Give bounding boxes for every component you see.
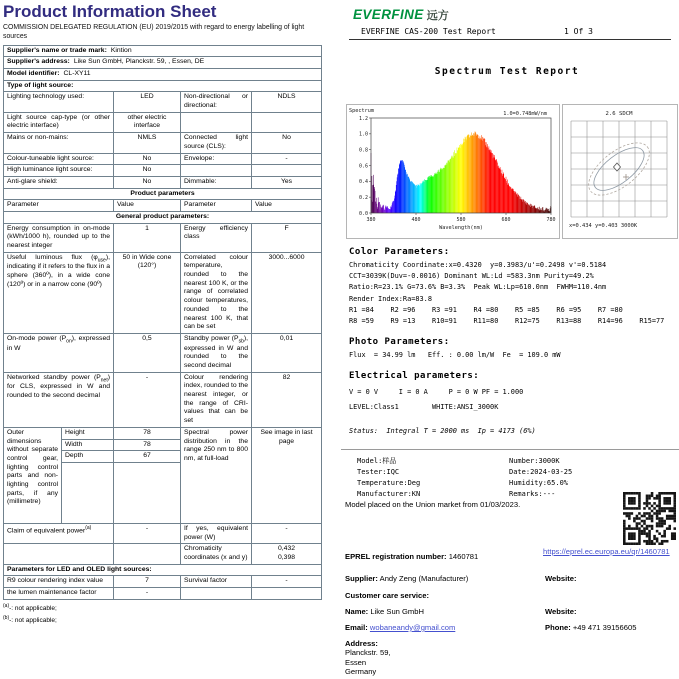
qr-svg	[623, 492, 676, 545]
table-cell: Connected light source (CLS):	[181, 133, 252, 153]
table-cell: F	[252, 223, 322, 252]
eprel-link[interactable]: https://eprel.ec.europa.eu/qr/1460781	[543, 547, 670, 556]
table-cell: 78	[114, 439, 181, 451]
table-cell: Outer dimensions without separate control gear, lighting control parts and non-lighting control parts, if any (millimetre)	[4, 427, 62, 523]
text-line: Date:2024-03-25	[509, 467, 573, 476]
report-header	[349, 27, 671, 40]
table-cell: 0,01	[252, 333, 322, 372]
svg-text:1.2: 1.2	[358, 115, 368, 122]
table-cell: 3000...6000	[252, 252, 322, 333]
text-line: Manufacturer:KN	[357, 489, 421, 498]
qr-code	[623, 492, 676, 545]
table-cell: the lumen maintenance factor	[4, 588, 114, 600]
table-cell	[252, 112, 322, 132]
table-cell: -	[114, 588, 181, 600]
table-cell: Product parameters	[4, 188, 322, 200]
svg-text:680: 680	[501, 217, 511, 223]
name-label: Name:	[345, 607, 369, 616]
text-line: Tester:IQC	[357, 467, 400, 476]
section-divider	[341, 449, 679, 450]
table-cell: Chromaticity coordinates (x and y)	[181, 544, 252, 564]
eprel-label: EPREL registration number:	[345, 552, 447, 561]
text-line: Number:3000K	[509, 457, 560, 465]
report-header-title: EVERFINE CAS-200 Test Report	[361, 27, 496, 36]
spectrum-test-report	[341, 0, 679, 679]
phone-value: +49 471 39156605	[572, 623, 637, 632]
svg-text:0.2: 0.2	[358, 194, 368, 201]
svg-text:1.0=0.748mW/nm: 1.0=0.748mW/nm	[503, 111, 547, 117]
table-cell: Depth	[62, 451, 114, 463]
text-line: Planckstr. 59,	[345, 648, 391, 658]
table-cell: Correlated colour temperature, rounded to the nearest 100 K, or the range of correlated colour temperatures, rounded to the nearest 100 K, that can be set	[181, 252, 252, 333]
spectrum-chart	[346, 104, 560, 239]
electrical-parameters-heading: Electrical parameters:	[349, 371, 480, 381]
union-market-text: Model placed on the Union market from 01/03/2023.	[345, 500, 521, 509]
sdcm-chromaticity-chart	[562, 104, 678, 239]
table-cell: Value	[114, 200, 181, 212]
table-cell: Supplier's address: Like Sun GmbH, Planckstr. 59, , Essen, DE	[4, 57, 322, 69]
table-cell	[114, 462, 181, 523]
everfine-logo	[353, 6, 449, 24]
photo-parameters-text	[349, 351, 561, 359]
table-cell: Width	[62, 439, 114, 451]
table-cell: Colour rendering index, rounded to the nearest integer, or the range of CRI-values that can be set	[181, 372, 252, 427]
eprel-registration-row	[345, 552, 478, 561]
svg-text:480: 480	[411, 217, 421, 223]
address-block	[345, 639, 391, 677]
eprel-link-wrap	[543, 547, 675, 557]
table-cell: 50 in Wide cone (120°)	[114, 252, 181, 333]
text-line: Remarks:---	[509, 489, 556, 498]
text-line: Temperature:Deg	[357, 478, 421, 487]
name-row	[345, 607, 424, 616]
text-line: Essen	[345, 657, 367, 667]
svg-text:1.0: 1.0	[358, 131, 368, 138]
footnote: $^{(b)}$-: not applicable;	[3, 615, 57, 625]
product-parameters-table	[3, 45, 322, 600]
table-cell: other electric interface	[114, 112, 181, 132]
report-title: Spectrum Test Report	[434, 66, 580, 77]
footnote: $^{(a)}$-: not applicable;	[3, 602, 57, 612]
svg-text:0.6: 0.6	[358, 163, 368, 170]
table-cell: R9 colour rendering index value	[4, 576, 114, 588]
table-cell: Mains or non-mains:	[4, 133, 114, 153]
supplier-row	[345, 574, 468, 583]
table-cell: 82	[252, 372, 322, 427]
table-cell	[252, 588, 322, 600]
sdcm-svg	[563, 105, 675, 236]
footnotes	[3, 602, 321, 627]
table-cell: Energy consumption in on-mode (kWh/1000 h), rounded up to the nearest integer	[4, 223, 114, 252]
table-cell: High luminance light source:	[4, 165, 114, 177]
page-title: Product Information Sheet	[3, 2, 217, 21]
website-label-1: Website:	[545, 574, 577, 583]
table-cell: Lighting technology used:	[4, 92, 114, 112]
phone-label: Phone:	[545, 623, 571, 632]
address-lines	[345, 648, 391, 676]
table-cell: -	[114, 372, 181, 427]
eprel-value: 1460781	[448, 552, 479, 561]
text-line: CCT=3039K(Duv=-0.0016) Dominant WL:Ld =583.3nm Purity=49.2%	[349, 272, 594, 281]
text-line: Flux = 34.99 lm Eff. : 0.00 lm/W Fe = 109.0 mW	[349, 351, 561, 359]
color-parameters-text	[349, 260, 664, 327]
website-row-1	[545, 574, 577, 583]
table-cell: Networked standby power $(P_{net})$ for CLS, expressed in W and rounded to the second decimal	[4, 372, 114, 427]
table-cell: Dimmable:	[181, 176, 252, 188]
text-line: Humidity:65.0%	[509, 478, 569, 487]
table-cell: No	[114, 153, 181, 165]
table-cell: Parameter	[4, 200, 114, 212]
table-cell: Model identifier: CL-XY11	[4, 69, 322, 81]
svg-text:Spectrum: Spectrum	[349, 108, 374, 114]
report-page-number: 1 Of 3	[564, 27, 593, 36]
model-info-left	[357, 456, 420, 499]
table-cell: Supplier's name or trade mark: Kintion	[4, 45, 322, 57]
text-line: R8 =59 R9 =13 R10=91 R11=80 R12=75 R13=88 R14=96 R15=77	[349, 316, 665, 325]
table-cell: Type of light source:	[4, 80, 322, 92]
table-cell: See image in last page	[252, 427, 322, 523]
text-line: R1 =84 R2 =96 R3 =91 R4 =80 R5 =85 R6 =95 R7 =80	[349, 305, 623, 314]
table-cell: Height	[62, 427, 114, 439]
regulation-text: COMMISSION DELEGATED REGULATION (EU) 2019/2015 with regard to energy labelling of light sources	[3, 23, 305, 40]
table-cell	[181, 588, 252, 600]
table-cell	[4, 544, 114, 564]
table-cell	[62, 462, 114, 523]
table-cell: 1	[114, 223, 181, 252]
supplier-value: Andy Zeng (Manufacturer)	[379, 574, 469, 583]
text-line: V = 0 V I = 0 A P = 0 W PF = 1.000	[349, 388, 524, 396]
table-cell: Non-directional or directional:	[181, 92, 252, 112]
table-cell: Envelope:	[181, 153, 252, 165]
table-cell	[181, 165, 252, 177]
table-cell: On-mode power $(P_{on})$, expressed in W	[4, 333, 114, 372]
table-cell: NDLS	[252, 92, 322, 112]
table-cell: No	[252, 133, 322, 153]
spectrum-svg	[347, 105, 557, 236]
table-cell: Spectral power distribution in the range 250 nm to 800 nm, at full-load	[181, 427, 252, 523]
table-cell: -	[114, 523, 181, 543]
table-cell: If yes, equivalent power (W)	[181, 523, 252, 543]
table-cell: -	[252, 576, 322, 588]
electrical-parameters-text	[349, 385, 523, 415]
table-cell: General product parameters:	[4, 211, 322, 223]
table-cell: 0,5	[114, 333, 181, 372]
product-information-sheet	[3, 3, 321, 627]
text-line: Render Index:Ra=83.8	[349, 294, 432, 303]
text-line: LEVEL:Class1 WHITE:ANSI_3000K	[349, 403, 499, 412]
phone-row	[545, 623, 636, 632]
table-cell: LED	[114, 92, 181, 112]
everfine-logo-cn: 远方	[426, 10, 449, 22]
table-cell: Energy efficiency class	[181, 223, 252, 252]
color-parameters-heading: Color Parameters:	[349, 247, 450, 257]
table-cell	[114, 544, 181, 564]
svg-text:0.8: 0.8	[358, 147, 368, 154]
table-cell: Survival factor	[181, 576, 252, 588]
table-cell: No	[114, 176, 181, 188]
table-cell: NMLS	[114, 133, 181, 153]
address-label: Address:	[345, 639, 378, 648]
table-cell: -	[252, 523, 322, 543]
status-line: Status: Integral T = 2000 ms Ip = 4173 (6%)	[349, 427, 536, 435]
table-cell: Yes	[252, 176, 322, 188]
table-cell: Light source cap-type (or other electric interface)	[4, 112, 114, 132]
table-cell: No	[114, 165, 181, 177]
table-cell: 67	[114, 451, 181, 463]
text-line: Chromaticity Coordinate:x=0.4320 y=0.3983/u'=0.2498 v'=0.5184	[349, 261, 607, 269]
table-cell: Standby power $(P_{sb})$, expressed in W and rounded to the second decimal	[181, 333, 252, 372]
email-label: Email:	[345, 623, 368, 632]
customer-care-heading: Customer care service:	[345, 591, 429, 600]
svg-text:x=0.434 y=0.403 3000K: x=0.434 y=0.403 3000K	[569, 223, 638, 229]
text-line: Model:样品	[357, 457, 397, 465]
website-label-2: Website:	[545, 607, 577, 616]
photo-parameters-heading: Photo Parameters:	[349, 337, 450, 347]
svg-text:0.4: 0.4	[358, 179, 368, 186]
svg-text:2.6 SDCM: 2.6 SDCM	[605, 111, 633, 117]
text-line: Germany	[345, 667, 377, 677]
table-cell: Parameters for LED and OLED light sources:	[4, 564, 322, 576]
svg-text:780: 780	[546, 217, 556, 223]
svg-text:380: 380	[366, 217, 376, 223]
model-info-right	[509, 456, 572, 499]
svg-text:580: 580	[456, 217, 466, 223]
svg-text:0.0: 0.0	[358, 210, 368, 217]
table-cell: Parameter	[181, 200, 252, 212]
table-cell: -	[252, 153, 322, 165]
table-cell: 78	[114, 427, 181, 439]
email-row	[345, 623, 455, 632]
website-row-2	[545, 607, 577, 616]
table-cell: Claim of equivalent power$^{(a)}$	[4, 523, 114, 543]
svg-text:Wavelength(nm): Wavelength(nm)	[439, 225, 483, 231]
table-cell	[252, 165, 322, 177]
supplier-label: Supplier:	[345, 574, 378, 583]
table-cell: Colour-tuneable light source:	[4, 153, 114, 165]
table-cell: Anti-glare shield:	[4, 176, 114, 188]
email-link[interactable]: wobaneandy@gmail.com	[369, 623, 456, 632]
everfine-logo-text: EVERFINE	[353, 7, 424, 22]
table-cell: Value	[252, 200, 322, 212]
table-cell	[181, 112, 252, 132]
table-cell: Useful luminous flux $(\varphi_{use})$, indicating if it refers to the flux in a sphere (360º), in a wide cone (120º) or in a narrow cone (90º)	[4, 252, 114, 333]
table-cell: 0,432 0,398	[252, 544, 322, 564]
name-value: Like Sun GmbH	[370, 607, 424, 616]
table-cell: 7	[114, 576, 181, 588]
text-line: Ratio:R=23.1% G=73.6% B=3.3% Peak WL:Lp=610.0nm FWHM=110.4nm	[349, 283, 607, 292]
